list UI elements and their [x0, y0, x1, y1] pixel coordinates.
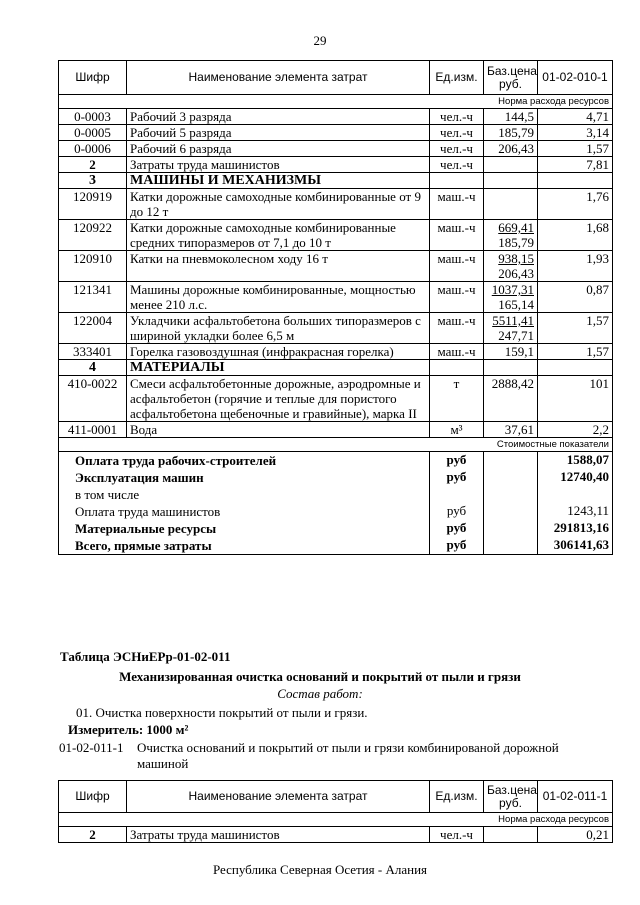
summary-row: [59, 486, 613, 503]
cell-price: 2888,42: [484, 376, 538, 422]
cell-value: 4,71: [538, 109, 613, 125]
cell-code: 3: [59, 173, 127, 189]
table-row: [59, 141, 613, 157]
cell-unit: маш.-ч: [430, 220, 484, 251]
cell-code: 121341: [59, 282, 127, 313]
summary-row: [59, 452, 613, 470]
cell-unit: чел.-ч: [430, 141, 484, 157]
cell-name: Смеси асфальтобетонные дорожные, аэродромные и асфальтобетон (горячие и теплые для пористого асфальтобетона щебеночные и гравийные), марка II: [127, 376, 430, 422]
header-price: Баз.цена руб.: [484, 61, 538, 95]
table-row: [59, 360, 613, 376]
cell-code: 120922: [59, 220, 127, 251]
header-name: Наименование элемента затрат: [127, 781, 430, 813]
cell-name: Катки дорожные самоходные комбинированные средних типоразмеров от 7,1 до 10 т: [127, 220, 430, 251]
cell-unit: чел.-ч: [430, 157, 484, 173]
cell-value: 1,57: [538, 313, 613, 344]
cell-price: 159,1: [484, 344, 538, 360]
header-unit: Ед.изм.: [430, 781, 484, 813]
table-row: [59, 376, 613, 422]
header-price: Баз.цена руб.: [484, 781, 538, 813]
cell-price: 206,43: [484, 141, 538, 157]
cell-name: Горелка газовоздушная (инфракрасная горелка): [127, 344, 430, 360]
cell-unit: маш.-ч: [430, 251, 484, 282]
cell-unit: чел.-ч: [430, 827, 484, 843]
cell-unit: маш.-ч: [430, 344, 484, 360]
page-number: 29: [313, 33, 327, 48]
cell-unit: маш.-ч: [430, 313, 484, 344]
cell-value: 2,2: [538, 422, 613, 438]
summary-label: Оплата труда рабочих-строителей: [59, 452, 430, 470]
table-title: Таблица ЭСНиЕРр-01-02-011: [60, 649, 231, 664]
cell-unit: маш.-ч: [430, 282, 484, 313]
cell-name: МАТЕРИАЛЫ: [127, 360, 430, 376]
cell-price: 669,41 185,79: [484, 220, 538, 251]
cell-code: 120919: [59, 189, 127, 220]
cell-name: Катки дорожные самоходные комбинированные от 9 до 12 т: [127, 189, 430, 220]
cell-price: 144,5: [484, 109, 538, 125]
summary-label: Эксплуатация машин: [59, 469, 430, 486]
cell-name: Укладчики асфальтобетона больших типоразмеров с шириной укладки более 6,5 м: [127, 313, 430, 344]
meter: Измеритель: 1000 м²: [68, 722, 189, 737]
cell-value: 0,21: [538, 827, 613, 843]
cell-name: Затраты труда машинистов: [127, 827, 430, 843]
cell-name: Машины дорожные комбинированные, мощностью менее 210 л.с.: [127, 282, 430, 313]
cell-name: Затраты труда машинистов: [127, 157, 430, 173]
cell-price: 5511,41 247,71: [484, 313, 538, 344]
cell-price: [484, 827, 538, 843]
norm-description: Очистка оснований и покрытий от пыли и грязи комбинированой дорожной машиной: [137, 740, 559, 771]
cell-price: [484, 173, 538, 189]
table-row: [59, 313, 613, 344]
summary-row: [59, 537, 613, 555]
summary-unit: руб: [430, 452, 484, 470]
cell-code: 2: [59, 157, 127, 173]
section-title: Механизированная очистка оснований и покрытий от пыли и грязи: [119, 669, 521, 684]
cell-value: 3,14: [538, 125, 613, 141]
header-norm-code: 01-02-010-1: [538, 61, 613, 95]
cell-value: 1,93: [538, 251, 613, 282]
summary-row: [59, 520, 613, 537]
summary-row: [59, 503, 613, 520]
header-code: Шифр: [59, 61, 127, 95]
header-code: Шифр: [59, 781, 127, 813]
cell-name: Рабочий 5 разряда: [127, 125, 430, 141]
summary-price: [484, 486, 538, 503]
cell-price: 185,79: [484, 125, 538, 141]
table-row: [59, 251, 613, 282]
page-footer: Республика Северная Осетия - Алания: [212, 862, 428, 877]
subheader-norm: Норма расхода ресурсов: [59, 813, 613, 827]
summary-unit: [430, 486, 484, 503]
table-row: [59, 157, 613, 173]
cell-price: 938,15 206,43: [484, 251, 538, 282]
cell-code: 0-0003: [59, 109, 127, 125]
summary-label: в том числе: [59, 486, 430, 503]
header-unit: Ед.изм.: [430, 61, 484, 95]
summary-price: [484, 469, 538, 486]
summary-value: 1243,11: [538, 503, 613, 520]
cell-name: Катки на пневмоколесном ходу 16 т: [127, 251, 430, 282]
summary-value: 291813,16: [538, 520, 613, 537]
cell-value: [538, 360, 613, 376]
cell-unit: [430, 360, 484, 376]
summary-unit: руб: [430, 537, 484, 555]
cell-code: 0-0006: [59, 141, 127, 157]
cell-value: 1,68: [538, 220, 613, 251]
summary-value: 1588,07: [538, 452, 613, 470]
summary-value: [538, 486, 613, 503]
summary-unit: руб: [430, 503, 484, 520]
cell-price: 1037,31 165,14: [484, 282, 538, 313]
summary-label: Оплата труда машинистов: [59, 503, 430, 520]
cell-unit: маш.-ч: [430, 189, 484, 220]
table-row: [59, 125, 613, 141]
cell-value: 1,57: [538, 344, 613, 360]
cell-code: 0-0005: [59, 125, 127, 141]
cell-code: 333401: [59, 344, 127, 360]
cost-header: Стоимостные показатели: [59, 438, 613, 452]
cell-code: 122004: [59, 313, 127, 344]
cell-unit: [430, 173, 484, 189]
cell-unit: т: [430, 376, 484, 422]
cell-name: Вода: [127, 422, 430, 438]
cell-name: Рабочий 3 разряда: [127, 109, 430, 125]
cell-name: МАШИНЫ И МЕХАНИЗМЫ: [127, 173, 430, 189]
summary-row: [59, 469, 613, 486]
cell-unit: чел.-ч: [430, 125, 484, 141]
table-row: [59, 344, 613, 360]
cell-code: 410-0022: [59, 376, 127, 422]
summary-price: [484, 452, 538, 470]
table-row: [59, 173, 613, 189]
cell-code: 4: [59, 360, 127, 376]
table-row: [59, 422, 613, 438]
table-row: [59, 189, 613, 220]
work-item: 01. Очистка поверхности покрытий от пыли и грязи.: [76, 705, 368, 720]
summary-value: 306141,63: [538, 537, 613, 555]
cell-unit: чел.-ч: [430, 109, 484, 125]
table-row: [59, 109, 613, 125]
cell-value: 1,57: [538, 141, 613, 157]
summary-value: 12740,40: [538, 469, 613, 486]
summary-label: Материальные ресурсы: [59, 520, 430, 537]
cell-code: 2: [59, 827, 127, 843]
cell-price: 37,61: [484, 422, 538, 438]
summary-unit: руб: [430, 469, 484, 486]
composition-title: Состав работ:: [277, 686, 363, 701]
cell-value: 7,81: [538, 157, 613, 173]
subheader-norm: Норма расхода ресурсов: [59, 95, 613, 109]
table-row: [59, 220, 613, 251]
norm-code: 01-02-011-1: [59, 740, 124, 755]
summary-unit: руб: [430, 520, 484, 537]
table-row: [59, 282, 613, 313]
cell-code: 120910: [59, 251, 127, 282]
header-name: Наименование элемента затрат: [127, 61, 430, 95]
summary-price: [484, 520, 538, 537]
cell-code: 411-0001: [59, 422, 127, 438]
summary-price: [484, 503, 538, 520]
resource-table-1: [58, 60, 613, 555]
cell-name: Рабочий 6 разряда: [127, 141, 430, 157]
cell-value: 1,76: [538, 189, 613, 220]
cell-value: 101: [538, 376, 613, 422]
resource-table-2: [58, 780, 613, 843]
summary-price: [484, 537, 538, 555]
cell-value: [538, 173, 613, 189]
summary-label: Всего, прямые затраты: [59, 537, 430, 555]
header-norm-code: 01-02-011-1: [538, 781, 613, 813]
cell-price: [484, 157, 538, 173]
cell-unit: м³: [430, 422, 484, 438]
cell-price: [484, 360, 538, 376]
cell-value: 0,87: [538, 282, 613, 313]
cell-price: [484, 189, 538, 220]
table-row: [59, 827, 613, 843]
